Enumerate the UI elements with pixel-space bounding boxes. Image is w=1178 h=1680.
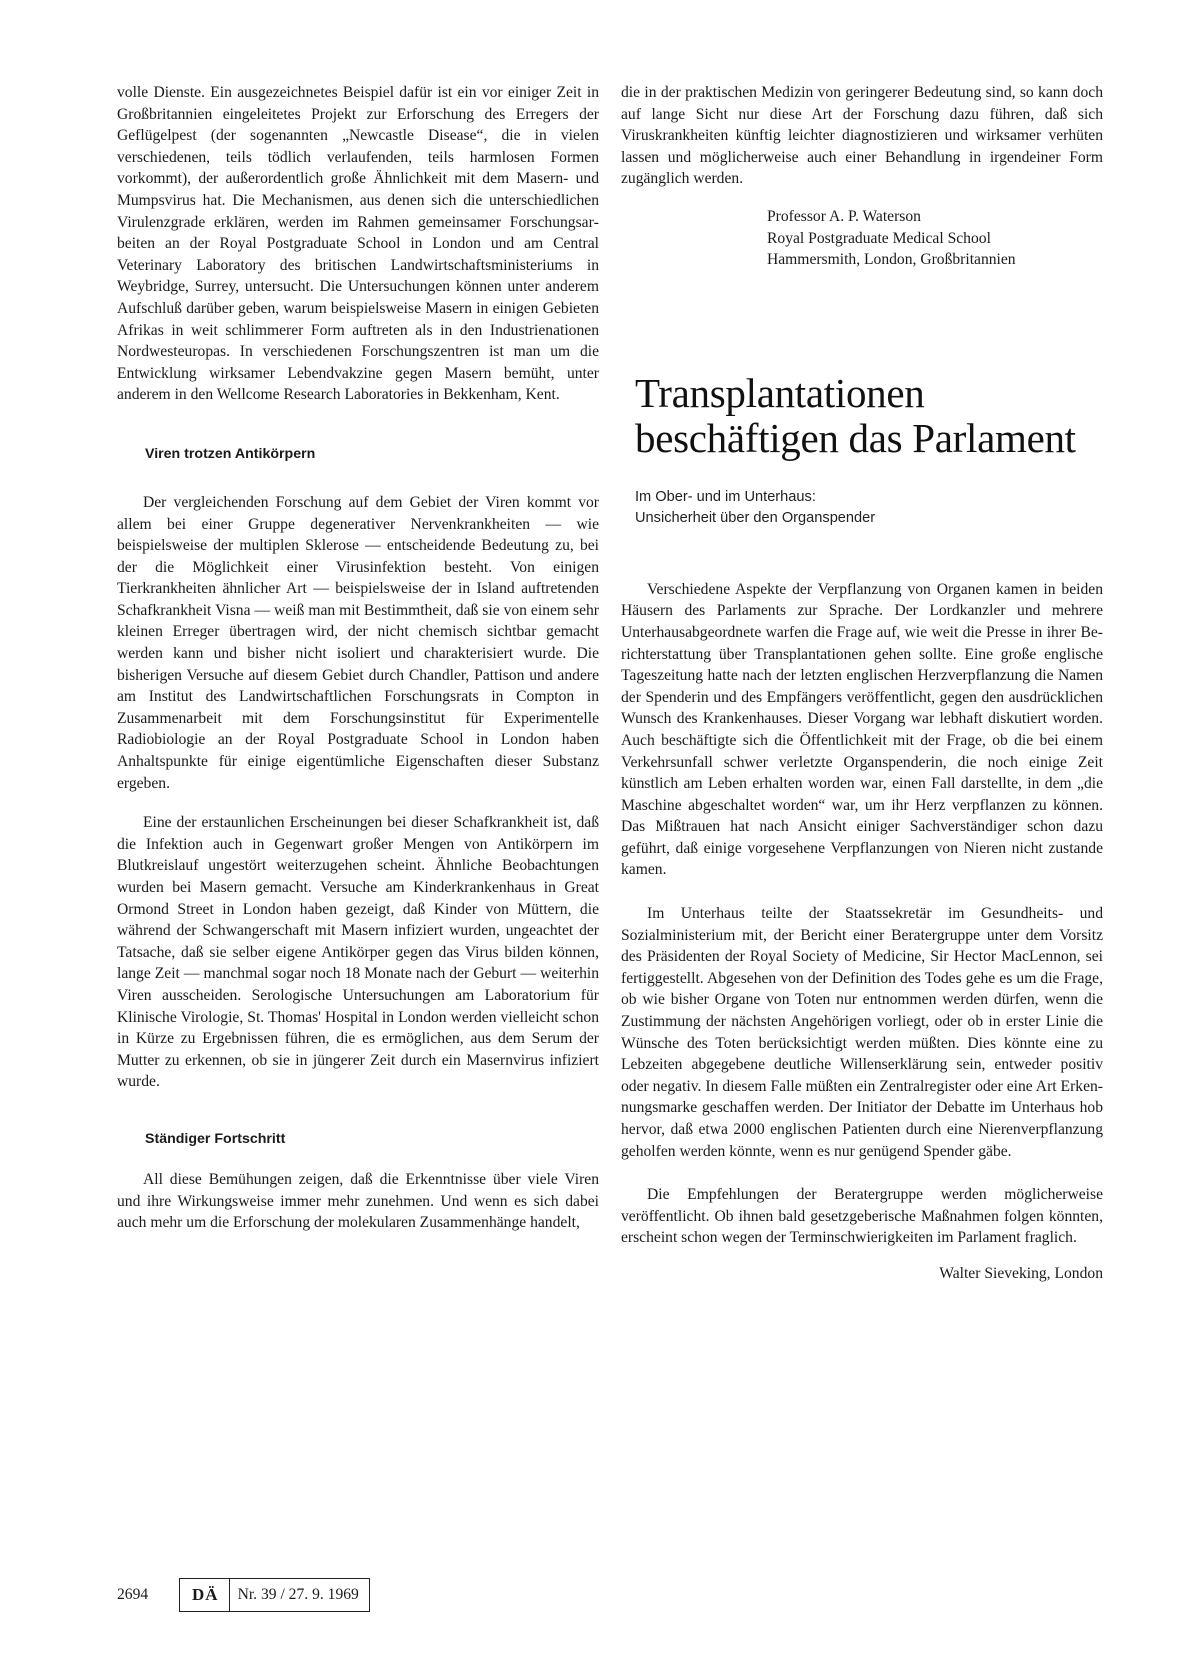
spacer <box>117 406 599 446</box>
spacer <box>117 794 599 812</box>
spacer <box>621 1162 1103 1184</box>
article-deck-line-2: Unsicherheit über den Organspender <box>635 509 876 526</box>
section-heading-viren: Viren trotzen Antikörpern <box>145 445 316 462</box>
paragraph-article-2: Im Unterhaus teilte der Staatssekretär im Gesundheits- und Sozialministerium mit, der Bericht einer Beratergruppe unter dem Vorsitz des Präsidenten der Royal Society of Medicine, Sir Hector MacLennon, sei fertiggestellt. Abgesehen von der Definition des Todes gehe es um die Frage, ob wie bisher Organe von Toten nur entnommen werden dürfen, wenn die Zustimmung der nächsten Angehörigen vorliegt, oder ob in erster Linie die Wünsche des Toten berücksichtigt werden müßten. Dies könnte eine zu Lebzeiten abgegebene deutliche Willenserklärung sein, entweder positiv oder negativ. In diesem Falle müßten ein Zentralregister oder eine Art Erkennungsmarke geschaffen werden. Der Initiator der Debatte im Unterhaus hob hervor, daß etwa 2000 englischen Patienten durch eine Nierenverpflanzung geholfen werden könnte, wenn es nur genügend Spender gäbe. <box>621 905 1103 1160</box>
spacer <box>117 1093 599 1131</box>
author-signature-waterson <box>767 206 1103 271</box>
article-deck-line-1: Im Ober- und im Unterhaus: <box>635 488 816 505</box>
spacer <box>117 1147 599 1169</box>
author-institution: Royal Postgraduate Medical School <box>767 229 991 247</box>
left-column <box>117 82 599 1234</box>
issue-reference: Nr. 39 / 27. 9. 1969 <box>237 1586 359 1603</box>
headline-line-2: beschäftigen das Parlament <box>635 414 1076 461</box>
spacer <box>621 271 1103 371</box>
author-location: Hammersmith, London, Großbritannien <box>767 251 1016 269</box>
paragraph-article-1: Verschiedene Aspekte der Verpflanzung von Organen kamen in beiden Häusern des Parlaments zur Sprache. Der Lordkanzler und mehrere Unterhausabgeordnete warfen die Frage auf, wie weit die Presse in ihrer Berichterstattung über Transplantationen gehen sollte. Eine große englische Tageszeitung hatte nach der letzten englischen Herzverpflanzung die Namen der Spenderin und des Empfängers veröffentlicht, gegen den ausdrücklichen Wunsch des Krankenhauses. Dieser Vorgang war lebhaft diskutiert worden. Auch beschäftigte sich die Öffentlichkeit mit der Frage, ob die bei einem Verkehrsunfall schwer verletzte Organspenderin, die noch einige Zeit künstlich am Leben erhalten worden war, einen Fall darstellte, in dem „die Maschine abgeschaltet worden“ war, um ihr Herz verpflanzen zu können. Das Mißtrauen hat nach Ansicht einiger Sachverständiger schon dazu geführt, daß einige vorgesehene Verpflanzungen von Nieren nicht zustande kamen. <box>621 580 1103 879</box>
spacer <box>117 462 599 492</box>
page-number: 2694 <box>117 1586 149 1603</box>
journal-logo: DÄ <box>180 1579 230 1611</box>
paragraph-article-3: Die Empfehlungen der Beratergruppe werden möglicherweise veröffentlicht. Ob ihnen bald gesetzgeberische Maßnahmen folgen könnten, erscheint schon wegen der Terminschwierigkeiten im Parlament fraglich. <box>621 1186 1103 1247</box>
journal-footer-box <box>179 1578 370 1612</box>
paragraph-viren-1: Der vergleichenden Forschung auf dem Gebiet der Viren kommt vor allem bei einer Gruppe degenerativer Nervenkrankheiten — wie beispielsweise der multiplen Sklerose — entscheidende Bedeutung zu, bei der die Möglichkeit einer Virusinfektion besteht. Von einigen Tierkrankheiten ähnlicher Art — beispielsweise der in Island auftretenden Schafkrankheit Visna — weiß man mit Bestimmtheit, daß sie von einem sehr kleinen Erreger übertragen wird, der nicht chemisch sichtbar gemacht werden kann und bisher nicht isoliert und charakterisiert wurde. Die bisherigen Versuche auf diesem Gebiet durch Chandler, Pattison und andere am Institut des Landwirtschaftlichen Forschungsrats in Compton in Zusammenarbeit mit dem Forschungsinstitut für Experimentelle Radiobiologie an der Royal Postgraduate School in London haben Anhaltspunkte für einige eigentümliche Eigenschaften dieser Substanz ergeben. <box>117 493 599 792</box>
article-header <box>635 371 1103 529</box>
paragraph-viren-2: Eine der erstaunlichen Erscheinungen bei dieser Schafkrankheit ist, daß die Infektion auch in Gegenwart großer Mengen von Antikörpern im Blutkreislauf ungestört weiterzugehen scheint. Ähnliche Beobachtungen wurden bei Masern gemacht. Versuche am Kinderkrankenhaus in Great Ormond Street in London haben gezeigt, daß Kinder von Müttern, die während der Schwangerschaft mit Masern infiziert wurden, ungeachtet der Tatsache, daß sie selber eigene Antikörper gegen das Virus bilden können, lange Zeit — manchmal sogar noch 18 Monate nach der Geburt — weiterhin Viren ausscheiden. Serologische Untersuchungen am Laboratorium für Klinische Virologie, St. Thomas' Hospital in London werden vielleicht schon in Kürze zu Ergebnissen führen, die es ermöglichen, aus dem Serum der Mutter zu erkennen, ob sie in jüngerer Zeit durch ein Masernvirus infiziert wurde. <box>117 814 599 1091</box>
headline-line-1: Transplantationen <box>635 369 925 416</box>
author-signature-sieveking: Walter Sieveking, London <box>939 1264 1103 1282</box>
right-column <box>621 82 1103 1285</box>
paragraph-intro: volle Dienste. Ein ausgezeichnetes Beispiel dafür ist ein vor einiger Zeit in Großbritannien eingeleitetes Projekt zur Erforschung des Erregers der Geflügelpest (der sogenannten „Newcastle Disease“, die in vielen verschiedenen, teils tödlich verlaufenden, teils harmlosen Formen vorkommt), der außerordentlich große Ähnlichkeit mit dem Masern- und Mumpsvirus hat. Die Mechanismen, aus denen sich die unterschiedlichen Virulenzgrade erklären, werden im Rahmen gemeinsamer Forschungsarbeiten an der Royal Postgraduate School in London und am Central Veterinary Laboratory des britischen Landwirtschaftsministeriums in Weybridge, Surrey, untersucht. Die Untersuchungen können unter anderem Aufschluß darüber geben, warum beispielsweise Masern in einigen Gebieten Afrikas in weit schlimmerer Form auftreten als in den Industrienationen Nordwesteuropas. In verschiedenen Forschungszentren ist man um die Entwicklung wirksamer Lebendvakzine gegen Masern bemüht, unter anderem in den Wellcome Research Laboratories in Bekkenham, Kent. <box>117 84 599 404</box>
paragraph-fortschritt: All diese Bemühungen zeigen, daß die Erkenntnisse über viele Viren und ihre Wirkungsweise immer mehr zunehmen. Und wenn es sich dabei auch mehr um die Erforschung der molekularen Zusammenhänge handelt, <box>117 1170 599 1232</box>
author-name: Professor A. P. Waterson <box>767 207 921 225</box>
paragraph-continuation: die in der praktischen Medizin von geringerer Bedeutung sind, so kann doch auf lange Sicht nur diese Art der Forschung dazu führen, daß sich Viruskrankheiten künftig leichter diagnostizieren und wirksamer verhüten lassen und möglicherweise auch einer Behandlung in irgendeiner Form zugänglich werden. <box>621 84 1103 188</box>
spacer <box>621 1249 1103 1263</box>
spacer <box>621 529 1103 579</box>
spacer <box>635 461 1103 487</box>
spacer <box>621 881 1103 903</box>
article-headline <box>635 371 1103 461</box>
spacer <box>621 190 1103 206</box>
section-heading-fortschritt: Ständiger Fortschritt <box>145 1130 286 1147</box>
